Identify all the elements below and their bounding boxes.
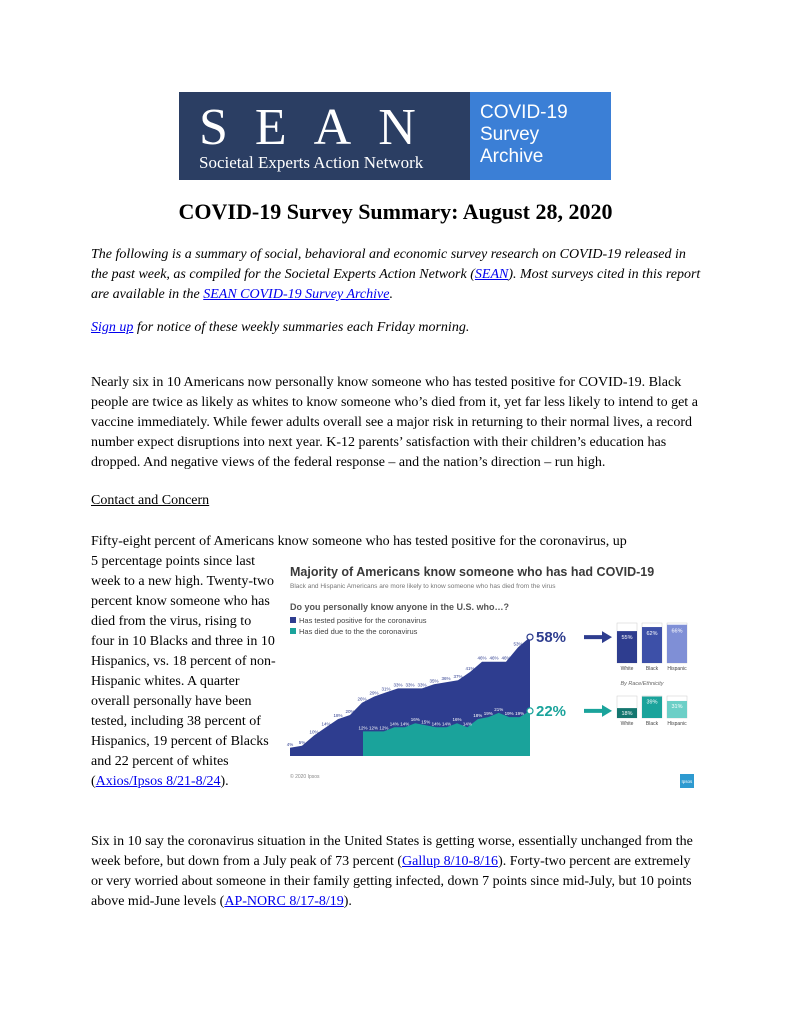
- positive-data-label: 5%: [298, 739, 306, 745]
- died-data-label: 19%: [504, 711, 514, 717]
- positive-latest-label: 58%: [536, 629, 567, 647]
- chart-copyright: © 2020 Ipsos: [290, 774, 320, 780]
- archive-line-1: COVID-19: [480, 102, 568, 123]
- died-data-label: 12%: [368, 725, 379, 731]
- died-data-label: 14%: [431, 721, 441, 727]
- race-died-value: 39%: [646, 699, 658, 706]
- died-data-label: 12%: [358, 725, 368, 731]
- worry-text-1: Six in 10 say the coronavirus situation in the United States is getting worse, essentially unchanged from the week before, but down from a July peak of 73 percent (: [91, 834, 693, 869]
- race-died-category: Hispanic: [667, 721, 687, 727]
- race-positive-category: Black: [645, 666, 659, 672]
- chart-question: Do you personally know anyone in the U.S. who…?: [290, 602, 510, 612]
- positive-data-label: 29%: [369, 690, 379, 696]
- archive-logo-panel: [470, 92, 611, 180]
- positive-arrow-icon: [584, 631, 612, 643]
- positive-data-label: 46%: [489, 655, 499, 661]
- logo-subtitle: Societal Experts Action Network: [199, 153, 424, 172]
- archive-line-3: Archive: [480, 146, 544, 167]
- positive-data-label: 41%: [465, 666, 475, 671]
- positive-data-label: 46%: [477, 655, 487, 661]
- race-positive-category: White: [620, 666, 634, 672]
- positive-data-label: 31%: [381, 686, 391, 692]
- race-died-value: 18%: [621, 711, 633, 718]
- race-died-category: Black: [645, 721, 659, 727]
- contact-text-end: ).: [220, 774, 229, 789]
- race-positive-category: Hispanic: [667, 666, 687, 672]
- positive-data-label: 10%: [309, 729, 319, 735]
- archive-line-2: Survey: [480, 124, 540, 145]
- positive-data-label: 26%: [357, 696, 367, 702]
- intro-text-1: The following is a summary of social, behavioral and economic survey research on COVID-19 released in the past week, as compiled for the Societal Experts Action Network (: [91, 247, 686, 282]
- signup-line: [91, 318, 701, 338]
- positive-end-marker: [527, 634, 533, 640]
- sean-logo: [179, 92, 611, 180]
- race-positive-value: 55%: [621, 635, 633, 642]
- legend-swatch-died: [290, 628, 296, 634]
- died-data-label: 16%: [410, 717, 420, 723]
- contact-text: 5 percentage points since last week to a new high. Twenty-two percent know someone who has died from the virus, rising to four in 10 Blacks and three in 10 Hispanics, vs. 18 percent of non-Hispanic whites. A quarter overall personally have been tested, including 38 percent of Hispanics, 19 percent of Blacks and 22 percent of whites (: [91, 554, 276, 789]
- sean-logo-dark-panel: [179, 92, 470, 180]
- gallup-link[interactable]: Gallup 8/10-8/16: [402, 854, 499, 869]
- died-data-label: 16%: [452, 717, 462, 723]
- positive-data-label: 18%: [333, 713, 343, 719]
- ap-norc-link[interactable]: AP-NORC 8/17-8/19: [224, 894, 344, 909]
- intro-paragraph: [91, 245, 701, 305]
- died-data-label: 14%: [400, 721, 410, 727]
- positive-data-label: 53%: [513, 641, 523, 647]
- died-data-label: 21%: [494, 706, 504, 712]
- signup-link[interactable]: Sign up: [91, 320, 134, 335]
- section-heading: Contact and Concern: [91, 493, 210, 508]
- died-data-label: 14%: [462, 721, 472, 727]
- chart-plot-area: [287, 623, 687, 756]
- died-data-label: 12%: [379, 725, 389, 731]
- died-arrow-icon: [584, 705, 612, 717]
- covid-contact-chart: [284, 561, 702, 793]
- chart-title: Majority of Americans know someone who has had COVID-19: [290, 565, 655, 579]
- contact-paragraph-column: [91, 552, 276, 792]
- positive-data-label: 4%: [286, 741, 294, 747]
- chart-subtitle: Black and Hispanic Americans are more likely to know someone who has died from the virus: [290, 583, 556, 590]
- race-positive-value: 66%: [671, 628, 683, 635]
- positive-data-label: 20%: [345, 709, 355, 714]
- logo-letters: SEAN: [199, 99, 443, 156]
- died-data-label: 14%: [389, 721, 399, 727]
- positive-data-label: 37%: [453, 674, 463, 680]
- positive-data-label: 33%: [393, 682, 403, 688]
- died-data-label: 19%: [483, 711, 493, 717]
- positive-data-label: 35%: [429, 678, 439, 684]
- race-died-value: 31%: [671, 703, 683, 710]
- died-data-label: 14%: [441, 721, 452, 727]
- intro-text-3: .: [389, 287, 393, 302]
- died-data-label: 15%: [421, 719, 431, 725]
- positive-data-label: 46%: [501, 655, 511, 661]
- died-latest-label: 22%: [536, 702, 567, 720]
- positive-data-label: 14%: [321, 721, 331, 727]
- sean-link[interactable]: SEAN: [474, 267, 509, 282]
- contact-paragraph-first-line: Fifty-eight percent of Americans know someone who has tested positive for the coronavirus, up: [91, 534, 627, 549]
- intro-text-2: ). Most surveys cited in this report are available in the: [91, 267, 701, 302]
- race-ethnicity-label: By Race/Ethnicity: [620, 681, 664, 687]
- worry-text-3: ).: [343, 894, 352, 909]
- legend-label-positive: Has tested positive for the coronavirus: [299, 616, 427, 625]
- page-title: COVID-19 Survey Summary: August 28, 2020: [178, 199, 613, 224]
- race-died-category: White: [620, 721, 634, 727]
- legend-label-died: Has died due to the the coronavirus: [299, 627, 418, 636]
- summary-paragraph: Nearly six in 10 Americans now personally know someone who has tested positive for COVID-19. Black people are twice as likely as whites to know someone who’s died from it, yet far less likely to intend to get a vaccine immediately. While fewer adults overall see a major risk in returning to their normal lives, a record number expect disruptions into next year. K-12 parents’ satisfaction with their children’s education has dropped. And negative views of the federal response – and the nation’s direction – run high.: [91, 375, 698, 470]
- positive-data-label: 33%: [405, 682, 415, 688]
- axios-ipsos-link[interactable]: Axios/Ipsos 8/21-8/24: [95, 774, 221, 789]
- ipsos-logo-text: Ipsos: [681, 779, 693, 784]
- positive-data-label: 36%: [441, 676, 451, 682]
- died-data-label: 18%: [473, 713, 483, 719]
- signup-text: for notice of these weekly summaries each Friday morning.: [133, 320, 470, 335]
- died-data-label: 19%: [515, 711, 525, 717]
- archive-link[interactable]: SEAN COVID-19 Survey Archive: [203, 287, 390, 302]
- legend-swatch-positive: [290, 617, 296, 623]
- worry-text-2: ). Forty-two percent are extremely or very worried about someone in their family getting infected, down 7 points since mid-July, but 10 points above mid-June levels (: [91, 854, 692, 909]
- positive-data-label: 33%: [417, 682, 427, 688]
- died-end-marker: [527, 708, 533, 714]
- worry-paragraph: [91, 832, 701, 912]
- race-positive-value: 62%: [646, 631, 658, 638]
